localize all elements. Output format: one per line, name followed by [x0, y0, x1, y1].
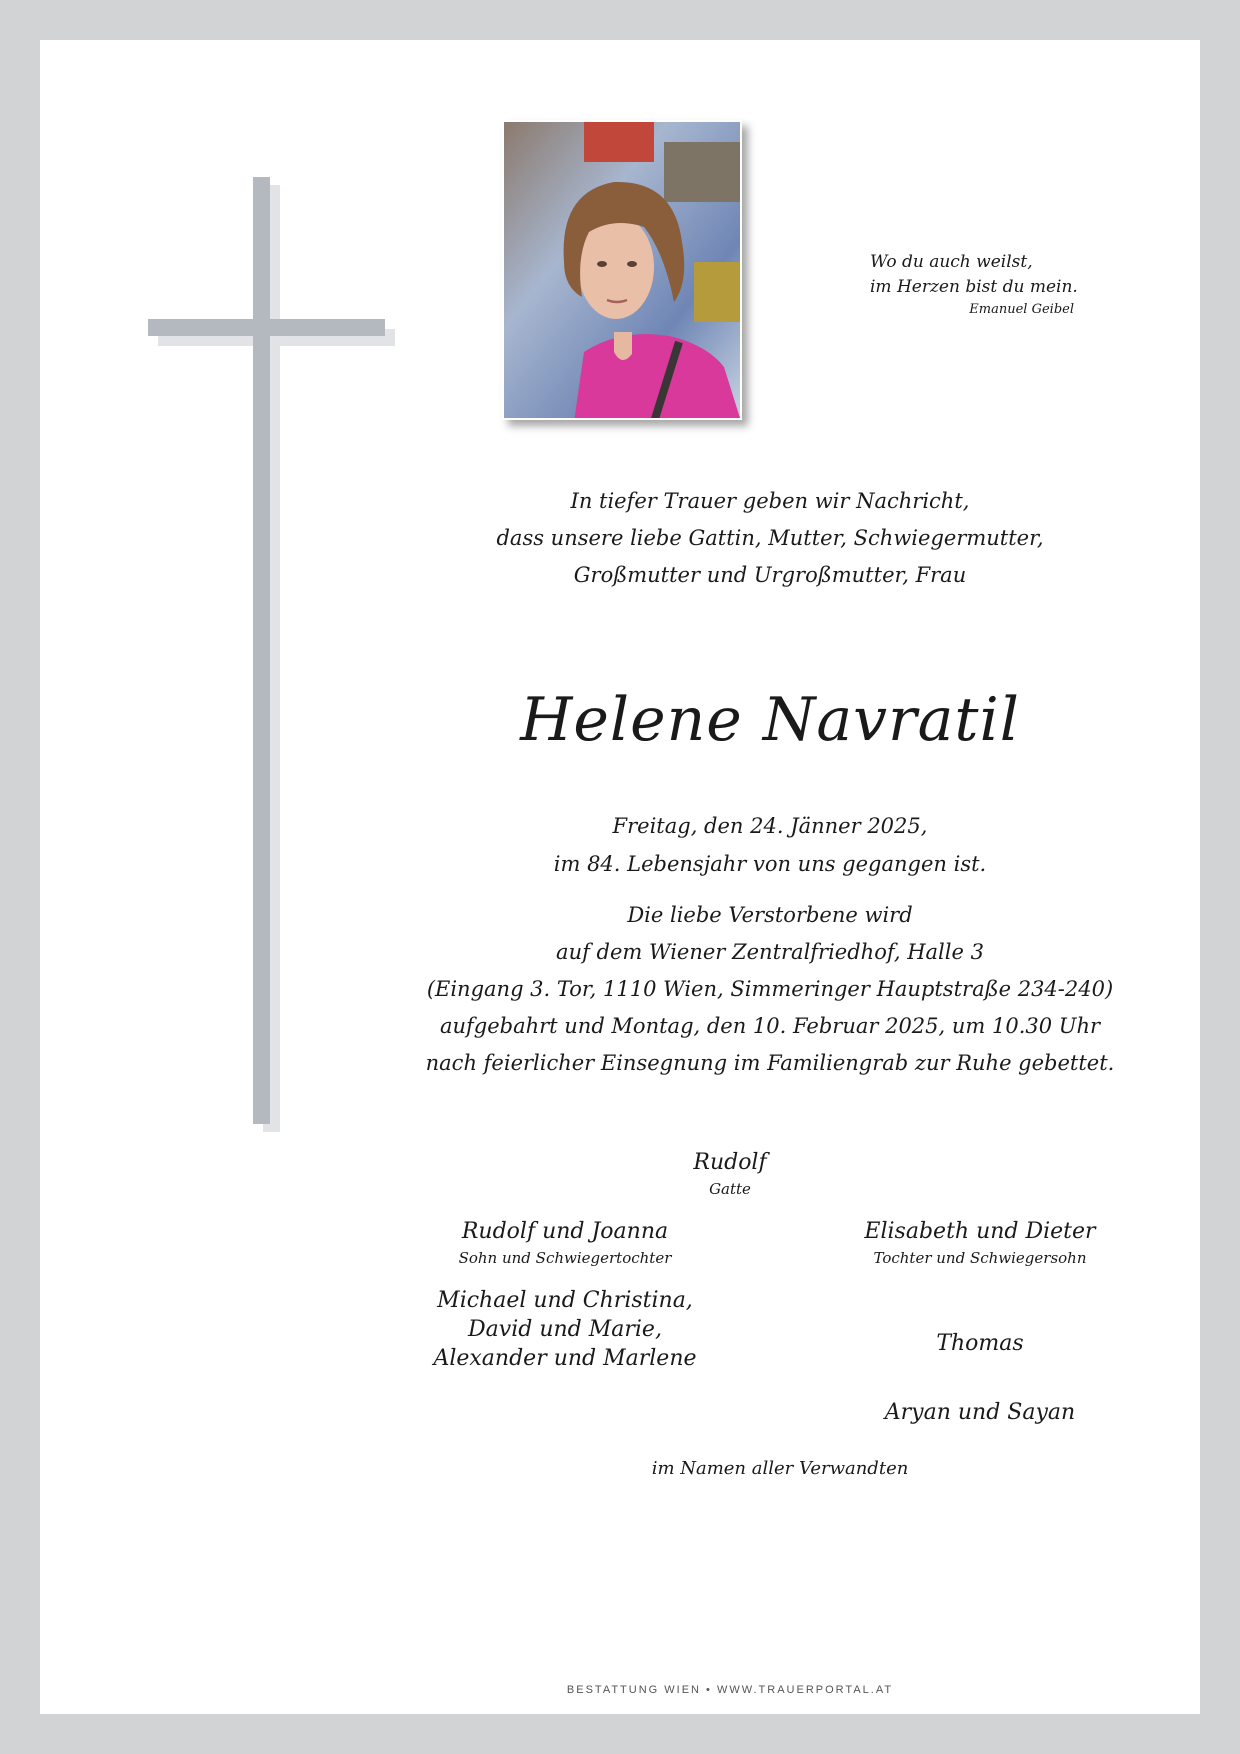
cross-horizontal-beam: [148, 319, 385, 336]
daughter-names: Elisabeth und Dieter: [864, 1219, 1096, 1244]
details-line-6: aufgebahrt und Montag, den 10. Februar 2025, um 10.30 Uhr: [439, 1014, 1101, 1038]
spouse-role: Gatte: [709, 1180, 751, 1198]
details-line-5: (Eingang 3. Tor, 1110 Wien, Simmeringer Hauptstraße 234-240): [426, 977, 1114, 1001]
quote-line-1: Wo du auch weilst,: [870, 252, 1033, 272]
intro-line-1: In tiefer Trauer geben wir Nachricht,: [570, 489, 970, 513]
footer-text: BESTATTUNG WIEN • WWW.TRAUERPORTAL.AT: [566, 1684, 894, 1696]
son-names: Rudolf und Joanna: [461, 1219, 669, 1244]
intro-line-3: Großmutter und Urgroßmutter, Frau: [573, 563, 967, 587]
grandkids-line-3: Alexander und Marlene: [433, 1346, 697, 1371]
portrait-illustration: [504, 122, 740, 418]
son-role: Sohn und Schwiegertochter: [458, 1249, 672, 1267]
grandkids-line-2: David und Marie,: [468, 1317, 662, 1342]
funeral-details: [340, 897, 1200, 1082]
details-line-2: im 84. Lebensjahr von uns gegangen ist.: [553, 852, 987, 876]
death-details: [340, 807, 1200, 883]
son-family: [385, 1217, 745, 1269]
quote-author: Emanuel Geibel: [969, 302, 1074, 317]
details-line-3: Die liebe Verstorbene wird: [627, 903, 913, 927]
details-line-7: nach feierlicher Einsegnung im Familiengrab zur Ruhe gebettet.: [425, 1051, 1115, 1075]
grandkids-line-1: Michael und Christina,: [437, 1288, 693, 1313]
quote: [870, 250, 1110, 320]
portrait-photo: [502, 120, 742, 420]
obituary-page: [40, 40, 1200, 1714]
spouse: [610, 1148, 850, 1200]
details-line-4: auf dem Wiener Zentralfriedhof, Halle 3: [556, 940, 984, 964]
signoff: im Namen aller Verwandten: [651, 1458, 909, 1479]
details-line-1: Freitag, den 24. Jänner 2025,: [612, 814, 928, 838]
daughter-family: [800, 1217, 1160, 1269]
daughter-role: Tochter und Schwiegersohn: [873, 1249, 1087, 1267]
intro-line-2: dass unsere liebe Gattin, Mutter, Schwiegermutter,: [496, 526, 1044, 550]
great-grandchildren: Aryan und Sayan: [884, 1400, 1076, 1425]
grandchild-right: Thomas: [936, 1331, 1024, 1356]
intro-text: [340, 483, 1200, 594]
quote-line-2: im Herzen bist du mein.: [870, 277, 1078, 297]
spouse-name: Rudolf: [693, 1150, 767, 1175]
deceased-name: Helene Navratil: [520, 685, 1020, 755]
grandchildren-left: [385, 1286, 745, 1373]
